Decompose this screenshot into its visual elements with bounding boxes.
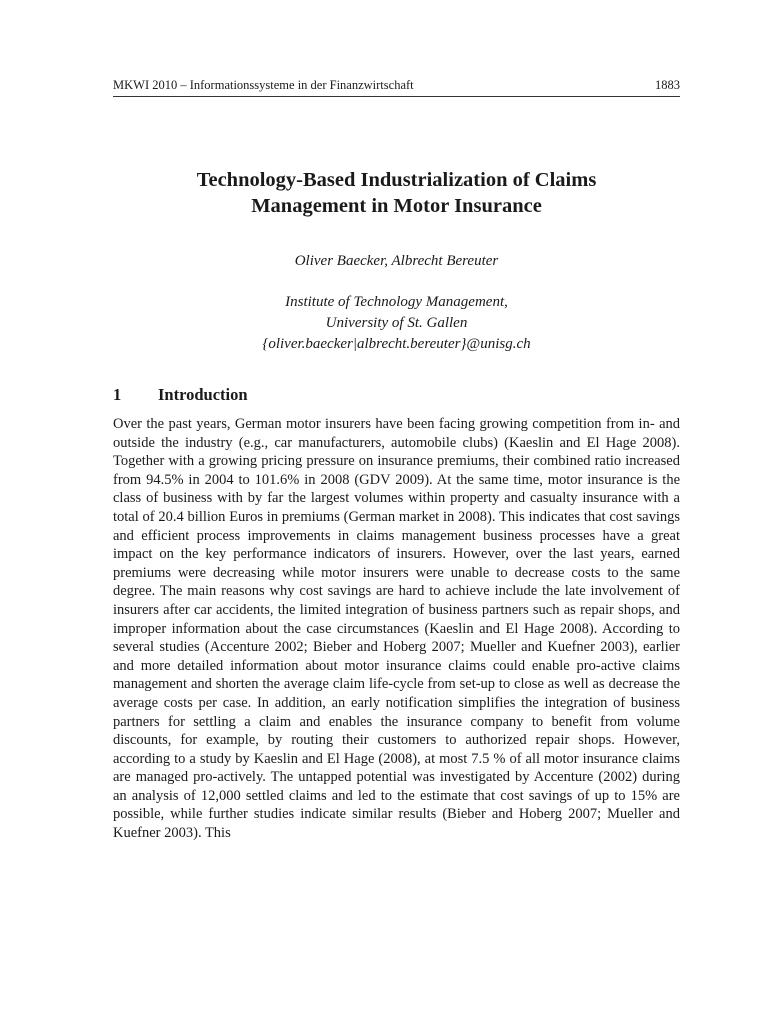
paper-title <box>113 167 680 219</box>
section-title: Introduction <box>158 385 248 404</box>
authors: Oliver Baecker, Albrecht Bereuter <box>294 253 499 269</box>
introduction-paragraph: Over the past years, German motor insurers have been facing growing competition from in- and outside the industry (e.g., car manufacturers, automobile clubs) (Kaeslin and El Hage 2008). Together with a growing pricing pressure on insurance premiums, their combined ratio increased from 94.5% in 2004 to 101.6% in 2008 (GDV 2009). At the same time, motor insurance is the class of business with by far the largest volumes within property and casualty insurance with a total of 20.4 billion Euros in premiums (German market in 2008). This indicates that cost savings and efficient process improvements in claims management business processes have a great impact on the key performance indicators of insurers. However, over the last years, earned premiums were decreasing while motor insurers were unable to decrease costs to the same degree. The main reasons why cost savings are hard to achieve include the late involvement of insurers after car accidents, the limited integration of business partners such as repair shops, and improper information about the case circumstances (Kaeslin and El Hage 2008). According to several studies (Accenture 2002; Bieber and Hoberg 2007; Mueller and Kuefner 2003), earlier and more detailed information about motor insurance claims could enable pro-active claims management and shorten the average claim life-cycle from set-up to close as well as decrease the average costs per case. In addition, an early notification simplifies the integration of business partners for settling a claim and enables the insurance company to benefit from volume discounts, for example, by routing their customers to authorized repair shops. However, according to a study by Kaeslin and El Hage (2008), at most 7.5 % of all motor insurance claims are managed pro-actively. The untapped potential was investigated by Accenture (2002) during an analysis of 12,000 settled claims and led to the estimate that cost savings of up to 15% are possible, while further studies indicate similar results (Bieber and Hoberg 2007; Mueller and Kuefner 2003). This <box>113 416 680 842</box>
title-line-1: Technology-Based Industrialization of Claims <box>196 169 597 191</box>
running-header <box>113 78 680 97</box>
affiliation-university: University of St. Gallen <box>325 315 468 331</box>
journal-title: MKWI 2010 – Informationssysteme in der Finanzwirtschaft <box>113 78 414 92</box>
title-line-2: Management in Motor Insurance <box>251 195 542 217</box>
section-heading <box>113 385 680 405</box>
affiliation-email: {oliver.baecker|albrecht.bereuter}@unisg.ch <box>262 336 531 352</box>
affiliation <box>113 292 680 355</box>
section-number: 1 <box>113 385 122 404</box>
page-number: 1883 <box>655 78 680 92</box>
affiliation-institute: Institute of Technology Management, <box>285 294 508 310</box>
paper-page <box>113 78 680 857</box>
